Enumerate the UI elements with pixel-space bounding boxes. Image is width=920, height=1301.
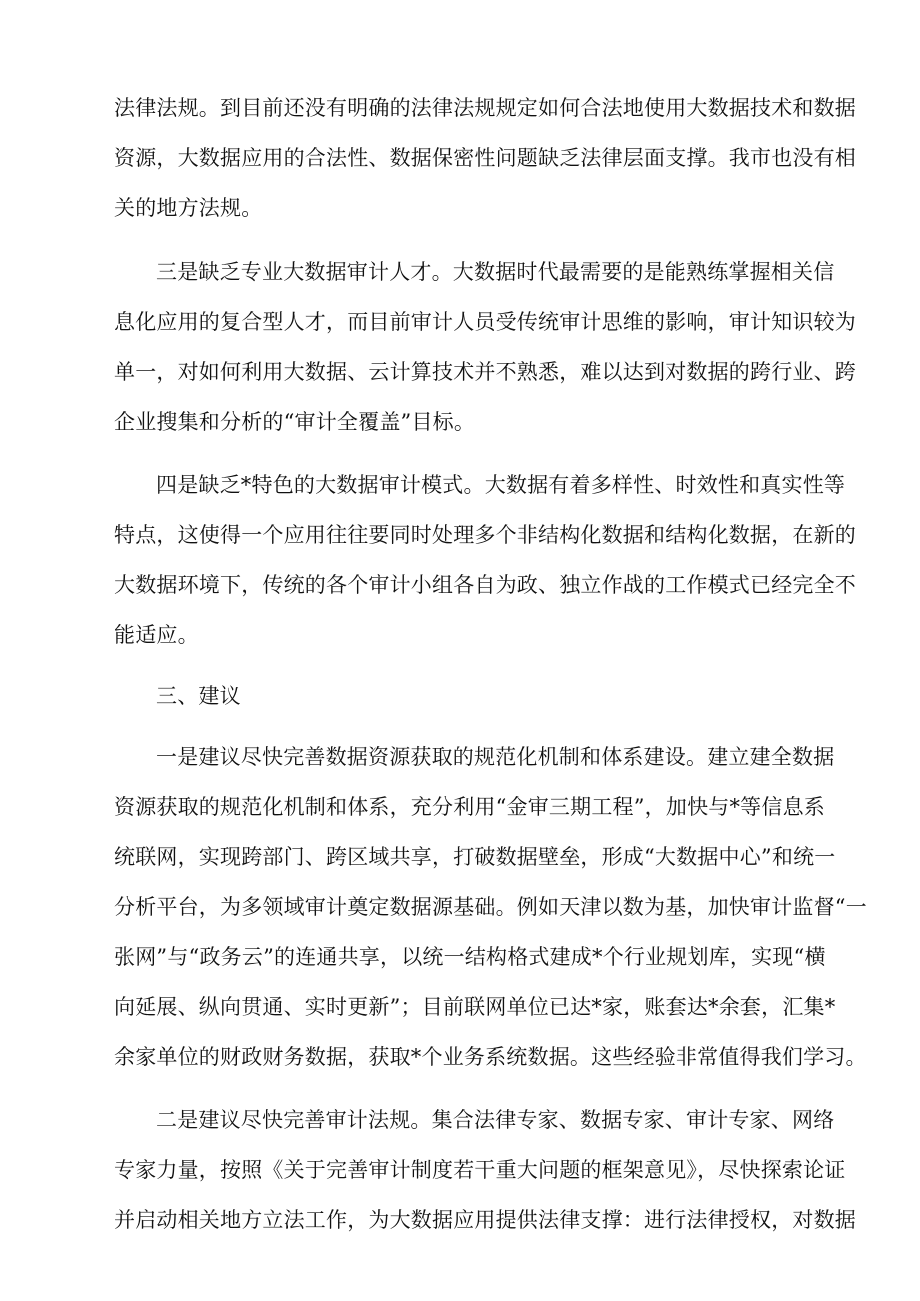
- text-line: 企业搜集和分析的“审计全覆盖”目标。: [114, 410, 476, 434]
- text-line: 余家单位的财政财务数据，获取*个业务系统数据。这些经验非常值得我们学习。: [114, 1045, 867, 1069]
- text-line: 资源获取的规范化机制和体系，充分利用“金审三期工程”，加快与*等信息系: [114, 795, 825, 819]
- text-line: 二是建议尽快完善审计法规。集合法律专家、数据专家、审计专家、网络: [156, 1108, 835, 1132]
- text-line: 关的地方法规。: [114, 196, 263, 220]
- text-line: 并启动相关地方立法工作，为大数据应用提供法律支撑：进行法律授权，对数据: [114, 1208, 856, 1232]
- section-heading: 三、建议: [156, 684, 241, 708]
- text-line: 分析平台，为多领域审计奠定数据源基础。例如天津以数为基，加快审计监督“一: [114, 895, 867, 919]
- text-line: 专家力量，按照《关于完善审计制度若干重大问题的框架意见》，尽快探索论证: [114, 1158, 846, 1182]
- text-line: 资源，大数据应用的合法性、数据保密性问题缺乏法律层面支撑。我市也没有相: [114, 146, 856, 170]
- text-line: 三是缺乏专业大数据审计人才。大数据时代最需要的是能熟练掌握相关信: [156, 260, 835, 284]
- text-line: 能适应。: [114, 623, 199, 647]
- text-line: 向延展、纵向贯通、实时更新”；目前联网单位已达*家，账套达*余套，汇集*: [114, 995, 836, 1019]
- text-line: 法律法规。到目前还没有明确的法律法规规定如何合法地使用大数据技术和数据: [114, 96, 856, 120]
- text-line: 四是缺乏*特色的大数据审计模式。大数据有着多样性、时效性和真实性等: [156, 473, 846, 497]
- text-line: 一是建议尽快完善数据资源获取的规范化机制和体系建设。建立建全数据: [156, 745, 835, 769]
- text-line: 张网”与“政务云”的连通共享，以统一结构格式建成*个行业规划库，实现“横: [114, 945, 826, 969]
- text-line: 息化应用的复合型人才，而目前审计人员受传统审计思维的影响，审计知识较为: [114, 310, 856, 334]
- text-line: 统联网，实现跨部门、跨区域共享，打破数据壁垒，形成“大数据中心”和统一: [114, 845, 836, 869]
- text-line: 大数据环境下，传统的各个审计小组各自为政、独立作战的工作模式已经完全不: [114, 573, 856, 597]
- text-line: 单一，对如何利用大数据、云计算技术并不熟悉，难以达到对数据的跨行业、跨: [114, 360, 856, 384]
- text-line: 特点，这使得一个应用往往要同时处理多个非结构化数据和结构化数据，在新的: [114, 523, 856, 547]
